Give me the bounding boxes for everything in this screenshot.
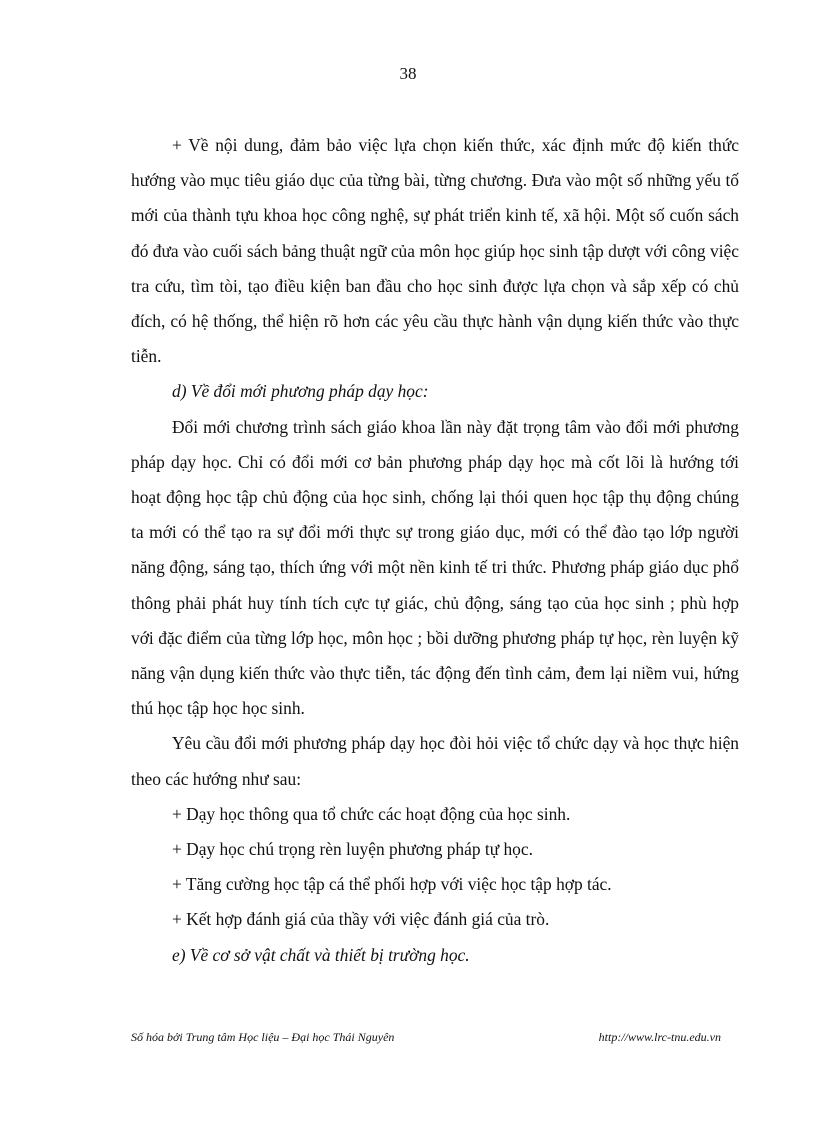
heading-teaching-methods: d) Về đổi mới phương pháp dạy học: <box>172 381 429 402</box>
list-item: + Kết hợp đánh giá của thầy với việc đánh giá của trò. <box>172 909 550 930</box>
list-item: + Tăng cường học tập cá thể phối hợp với việc học tập hợp tác. <box>172 874 612 895</box>
page-number: 38 <box>399 64 417 83</box>
heading-facilities: e) Về cơ sở vật chất và thiết bị trường học. <box>172 944 470 965</box>
footer-source: Số hóa bởi Trung tâm Học liệu – Đại học Thái Nguyên <box>131 1030 395 1044</box>
body-text <box>131 128 739 973</box>
paragraph-teaching-methods: Đổi mới chương trình sách giáo khoa lần này đặt trọng tâm vào đổi mới phương pháp dạy học. Chỉ có đổi mới cơ bản phương pháp dạy học mà cốt lõi là hướng tới hoạt động học tập chủ động của học sinh, chống lại thói quen học tập thụ động chúng ta mới có thể tạo ra sự đổi mới thực sự trong giáo dục, mới có thể đào tạo lớp người năng động, sáng tạo, thích ứng với một nền kinh tế tri thức. Phương pháp giáo dục phổ thông phải phát huy tính tích cực tự giác, chủ động, sáng tạo của học sinh ; phù hợp với đặc điểm của từng lớp học, môn học ; bồi dưỡng phương pháp tự học, rèn luyện kỹ năng vận dụng kiến thức vào thực tiễn, tác động đến tình cảm, đem lại niềm vui, hứng thú học tập học học sinh. <box>131 416 739 719</box>
paragraph-content-section: + Về nội dung, đảm bảo việc lựa chọn kiến thức, xác định mức độ kiến thức hướng vào mục tiêu giáo dục của từng bài, từng chương. Đưa vào một số những yếu tố mới của thành tựu khoa học công nghệ, sự phát triển kinh tế, xã hội. Một số cuốn sách đó đưa vào cuối sách bảng thuật ngữ của môn học giúp học sinh tập dượt với công việc tra cứu, tìm tòi, tạo điều kiện ban đầu cho học sinh được lựa chọn và sắp xếp có chủ đích, có hệ thống, thể hiện rõ hơn các yêu cầu thực hành vận dụng kiến thức vào thực tiễn. <box>131 135 739 367</box>
list-item: + Dạy học thông qua tổ chức các hoạt động của học sinh. <box>172 803 571 824</box>
list-item: + Dạy học chú trọng rèn luyện phương pháp tự học. <box>172 839 533 860</box>
footer-url-link[interactable]: http://www.lrc-tnu.edu.vn <box>598 1030 721 1044</box>
paragraph-requirements-intro: Yêu cầu đổi mới phương pháp dạy học đòi hỏi việc tổ chức dạy và học thực hiện theo các hướng như sau: <box>131 733 739 789</box>
